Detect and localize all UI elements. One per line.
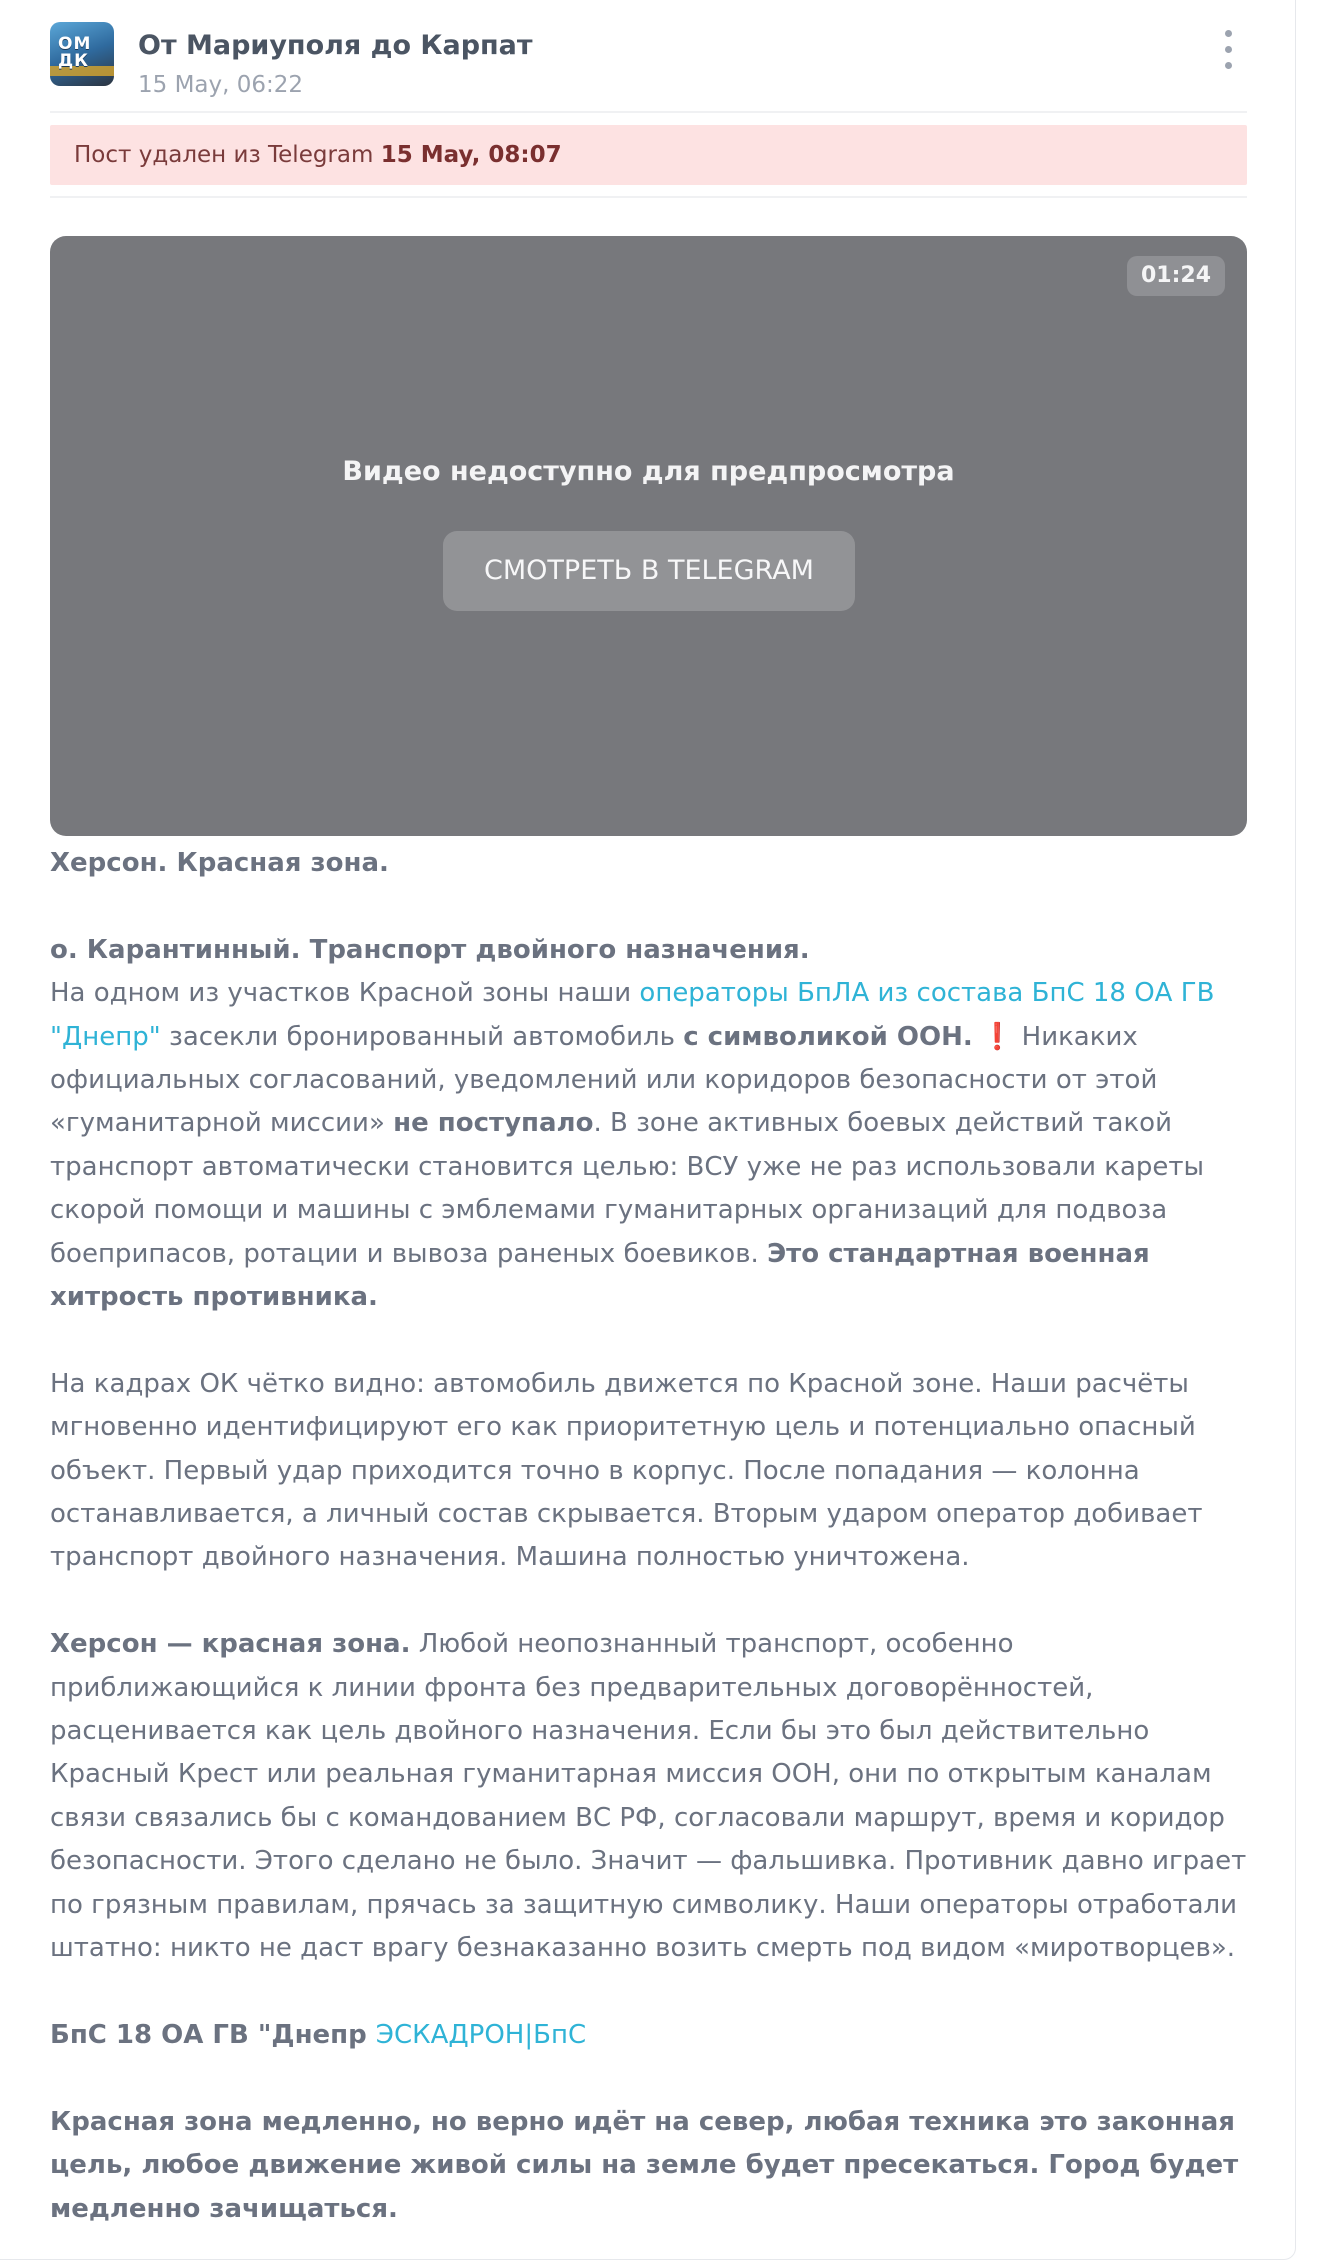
exclamation-icon: ❗: [981, 1021, 1014, 1052]
header-divider: [50, 111, 1247, 113]
more-options-icon[interactable]: [1216, 28, 1240, 72]
operators-link[interactable]: операторы БпЛА из состава БпС 18 ОА ГВ "Днепр": [50, 978, 1215, 1052]
bold-span: Это стандартная военная хитрость противника.: [50, 1238, 1150, 1313]
post-body: [50, 842, 1260, 2231]
video-unavailable-message: Видео недоступно для предпросмотра: [342, 456, 955, 487]
channel-avatar[interactable]: [50, 22, 114, 86]
bold-span: Херсон — красная зона.: [50, 1629, 411, 1660]
post-header: [50, 22, 1247, 102]
paragraph-red-zone: [50, 1623, 1260, 1970]
paragraph-footage: На кадрах ОК чётко видно: автомобиль движется по Красной зоне. Наши расчёты мгновенно идентифицируют его как приоритетную цель и потенциально опасный объект. Первый удар приходится точно в корпус. После попадания — колонна останавливается, а личный состав скрывается. Вторым ударом оператор добивает транспорт двойного назначения. Машина полностью уничтожена.: [50, 1368, 1203, 1573]
video-placeholder: [50, 236, 1247, 836]
paragraph-quarantine: [50, 929, 1260, 1320]
bold-span: не поступало: [393, 1108, 594, 1139]
squadron-link[interactable]: ЭСКАДРОН|БпС: [375, 2019, 587, 2050]
text-span: . В зоне активных боевых действий такой транспорт автоматически становится целью: ВСУ уже не раз использовали кареты скорой помощи и машины с эмблемами гуманитарных организаций для подвоза боеприпасов, ротации и вывоза раненых боевиков.: [50, 1108, 1205, 1269]
deleted-notice-date: 15 May, 08:07: [380, 142, 562, 168]
bold-span: БпС 18 ОА ГВ "Днепр: [50, 2019, 376, 2050]
deleted-notice-banner: [50, 125, 1247, 185]
post-date: 15 May, 06:22: [138, 72, 304, 98]
paragraph-signature: [50, 2014, 1260, 2057]
paragraph-title: о. Карантинный. Транспорт двойного назначения.: [50, 934, 810, 965]
avatar-logo-text: ОМ ДК: [58, 34, 92, 71]
deleted-notice-text: Пост удален из Telegram: [74, 142, 374, 168]
watch-in-telegram-button[interactable]: СМОТРЕТЬ В TELEGRAM: [443, 531, 855, 611]
video-duration-badge: 01:24: [1127, 256, 1225, 296]
text-span: Никаких официальных согласований, уведомлений или коридоров безопасности от этой «гуманитарной миссии»: [50, 1021, 1158, 1139]
banner-divider: [50, 196, 1247, 198]
post-heading: Херсон. Красная зона.: [50, 848, 389, 878]
paragraph-conclusion: Красная зона медленно, но верно идёт на север, любая техника это законная цель, любое движение живой силы на земле будет пресекаться. Город будет медленно зачищаться.: [50, 2106, 1239, 2224]
text-span: Любой неопознанный транспорт, особенно приближающийся к линии фронта без предварительных договорённостей, расценивается как цель двойного назначения. Если бы это был действительно Красный Крест или реальная гуманитарная миссия ООН, они по открытым каналам связи связались бы с командованием ВС РФ, согласовали маршрут, время и коридор безопасности. Этого сделано не было. Значит — фальшивка. Противник давно играет по грязным правилам, прячась за защитную символику. Наши операторы отработали штатно: никто не даст врагу безнаказанно возить смерть под видом «миротворцев».: [50, 1629, 1247, 1964]
bold-span: с символикой ООН.: [683, 1021, 973, 1052]
text-span: засекли бронированный автомобиль: [160, 1021, 684, 1052]
channel-name[interactable]: От Мариуполя до Карпат: [138, 30, 533, 61]
text-span: На одном из участков Красной зоны наши: [50, 978, 640, 1009]
